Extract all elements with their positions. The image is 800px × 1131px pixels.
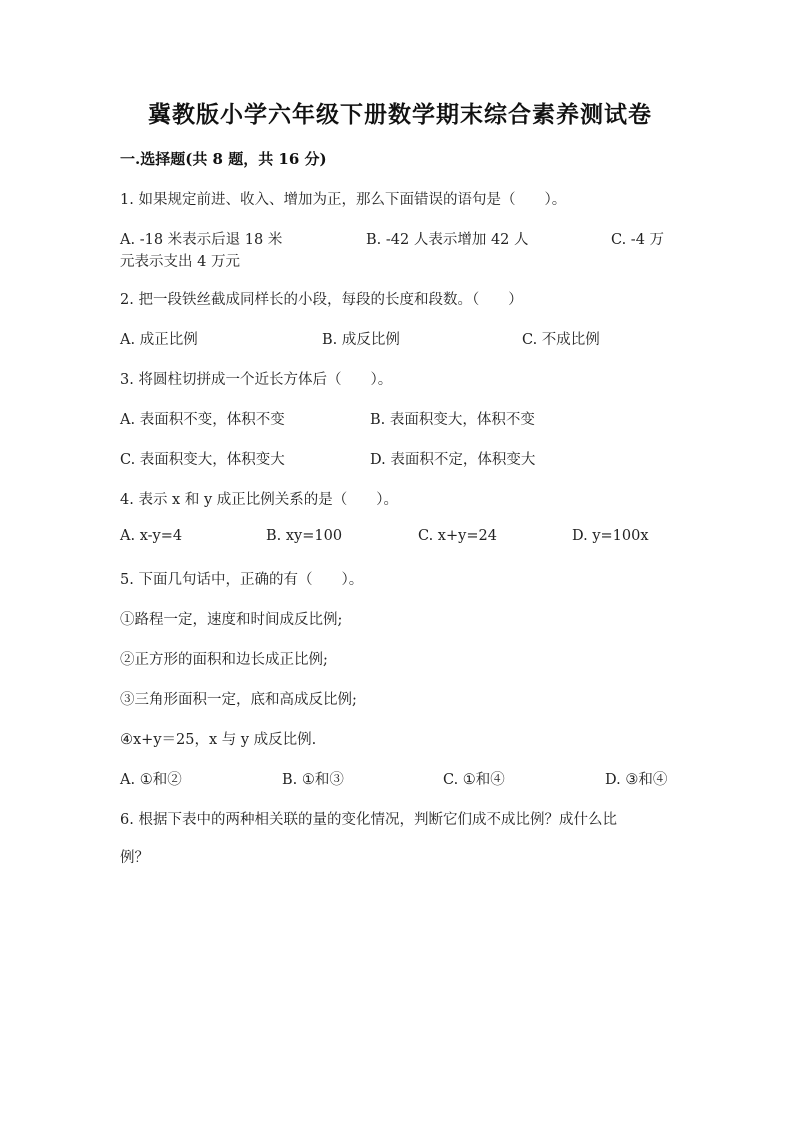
question-4-stem: 4. 表示 x 和 y 成正比例关系的是（ ）。 [120, 492, 398, 508]
question-3-stem: 3. 将圆柱切拼成一个近长方体后（ ）。 [120, 372, 393, 388]
exam-title: 冀教版小学六年级下册数学期末综合素养测试卷 [148, 101, 652, 128]
question-6-stem: 6. 根据下表中的两种相关联的量的变化情况，判断它们成不成比例？成什么比 [120, 812, 617, 828]
question-4-option-c: C. x+y=24 [418, 528, 497, 544]
question-5-stem: 5. 下面几句话中，正确的有（ ）。 [120, 572, 364, 588]
question-1-option-a: A. -18 米表示后退 18 米 [120, 232, 283, 248]
question-2-option-c: C. 不成比例 [522, 332, 600, 348]
question-5-statement-4: ④x+y＝25，x 与 y 成反比例. [120, 732, 317, 748]
section-heading: 一.选择题(共 8 题，共 16 分) [120, 150, 327, 168]
question-2-option-b: B. 成反比例 [322, 332, 400, 348]
question-2-stem: 2. 把一段铁丝截成同样长的小段，每段的长度和段数。（ ） [120, 292, 523, 308]
question-5-option-a: A. ①和② [120, 772, 182, 788]
question-1-option-b: B. -42 人表示增加 42 人 [366, 232, 529, 248]
question-4-option-b: B. xy=100 [266, 528, 343, 544]
question-5-option-d: D. ③和④ [605, 772, 668, 788]
question-3-option-d: D. 表面积不定，体积变大 [370, 452, 536, 468]
question-4-option-a: A. x-y=4 [120, 528, 183, 544]
question-1-option-c: C. -4 万 [611, 232, 665, 248]
question-5-statement-1: ①路程一定，速度和时间成反比例; [120, 612, 343, 628]
question-1-option-c-continued: 元表示支出 4 万元 [120, 254, 240, 270]
question-2-option-a: A. 成正比例 [120, 332, 198, 348]
question-4-option-d: D. y=100x [572, 528, 649, 544]
question-6-stem-continued: 例？ [120, 850, 149, 866]
question-5-statement-2: ②正方形的面积和边长成正比例; [120, 652, 328, 668]
question-5-option-c: C. ①和④ [443, 772, 505, 788]
question-1-stem: 1. 如果规定前进、收入、增加为正，那么下面错误的语句是（ ）。 [120, 192, 567, 208]
question-3-option-a: A. 表面积不变，体积不变 [120, 412, 285, 428]
question-5-statement-3: ③三角形面积一定，底和高成反比例; [120, 692, 357, 708]
question-3-option-c: C. 表面积变大，体积变大 [120, 452, 285, 468]
question-5-option-b: B. ①和③ [282, 772, 344, 788]
question-3-option-b: B. 表面积变大，体积不变 [370, 412, 535, 428]
